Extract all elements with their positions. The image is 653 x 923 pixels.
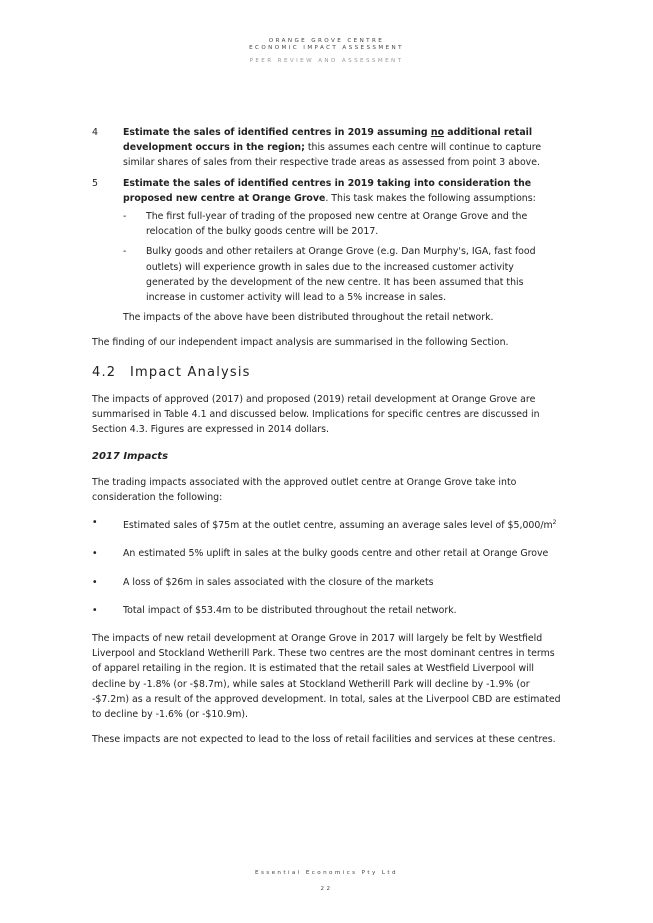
trading-intro-paragraph: The trading impacts associated with the approved outlet centre at Orange Grove take into consideration the following: — [92, 476, 517, 503]
step-heading: Estimate the sales of identified centres in 2019 taking into consideration the proposed new centre at Orange Grove — [123, 177, 532, 204]
distribution-note: The impacts of the above have been distributed throughout the retail network. — [123, 312, 494, 324]
step-item — [92, 176, 562, 306]
page-number: 22 — [320, 886, 333, 892]
document-body — [92, 125, 562, 757]
step-number: 4 — [92, 127, 98, 138]
bullet-item: • Total impact of $53.4m to be distributed throughout the retail network. — [92, 604, 457, 616]
header-subtitle: ECONOMIC IMPACT ASSESSMENT — [249, 45, 404, 51]
intro-paragraph: The impacts of approved (2017) and proposed (2019) retail development at Orange Grove are summarised in Table 4.1 and discussed below. Implications for specific centres are discussed in Section 4.3. Figures are expressed in 2014 dollars. — [92, 393, 540, 436]
bullet-item: • A loss of $26m in sales associated with the closure of the markets — [92, 576, 434, 588]
assumption-item: - Bulky goods and other retailers at Orange Grove (e.g. Dan Murphy's, IGA, fast food outlets) will experience growth in sales due to the increased customer activity generated by the development of the new centre. It has been assumed that this increase in customer activity will lead to a 5% increase in sales. — [123, 246, 536, 304]
header-title: ORANGE GROVE CENTRE — [268, 38, 385, 44]
step-number: 5 — [92, 177, 98, 189]
header-section: PEER REVIEW AND ASSESSMENT — [249, 58, 404, 64]
emphasis-no: no — [430, 127, 445, 138]
finding-paragraph: The finding of our independent impact analysis are summarised in the following Section. — [92, 337, 509, 349]
step-item — [92, 125, 562, 171]
assumption-list — [123, 209, 562, 305]
bullet-item: • An estimated 5% uplift in sales at the bulky goods centre and other retail at Orange Grove — [92, 548, 549, 560]
bullet-item: • Estimated sales of $75m at the outlet centre, assuming an average sales level of $\$5,000/m^2$ — [92, 517, 557, 532]
subsection-heading: 2017 Impacts — [92, 451, 169, 463]
closing-paragraph: These impacts are not expected to lead to the loss of retail facilities and services at these centres. — [92, 734, 556, 746]
impacts-paragraph: The impacts of new retail development at Orange Grove in 2017 will largely be felt by Westfield Liverpool and Stockland Wetherill Park. These two centres are the most dominant centres in terms of apparel retailing in the region. It is estimated that the retail sales at Westfield Liverpool will decline by -1.8% (or -$8.7m), while sales at Stockland Wetherill Park will decline by -1.9% (or -$7.2m) as a result of the approved development. In total, sales at the Liverpool CBD are estimated to decline by -1.6% (or -$10.9m). — [92, 633, 561, 721]
impact-bullet-list — [92, 515, 562, 618]
step-text: . This task makes the following assumptions: — [325, 192, 536, 204]
step-heading: Estimate the sales of identified centres in 2019 assuming no additional retail development occurs in the region; — [123, 127, 533, 154]
assumption-item: - The first full-year of trading of the proposed new centre at Orange Grove and the relocation of the bulky goods centre will be 2017. — [123, 211, 528, 238]
step-text: this assumes each centre will continue to capture similar shares of sales from their respective trade areas as assessed from point 3 above. — [123, 142, 542, 169]
footer-company: Essential Economics Pty Ltd — [255, 870, 398, 876]
section-heading: 4.2 Impact Analysis — [92, 364, 251, 380]
